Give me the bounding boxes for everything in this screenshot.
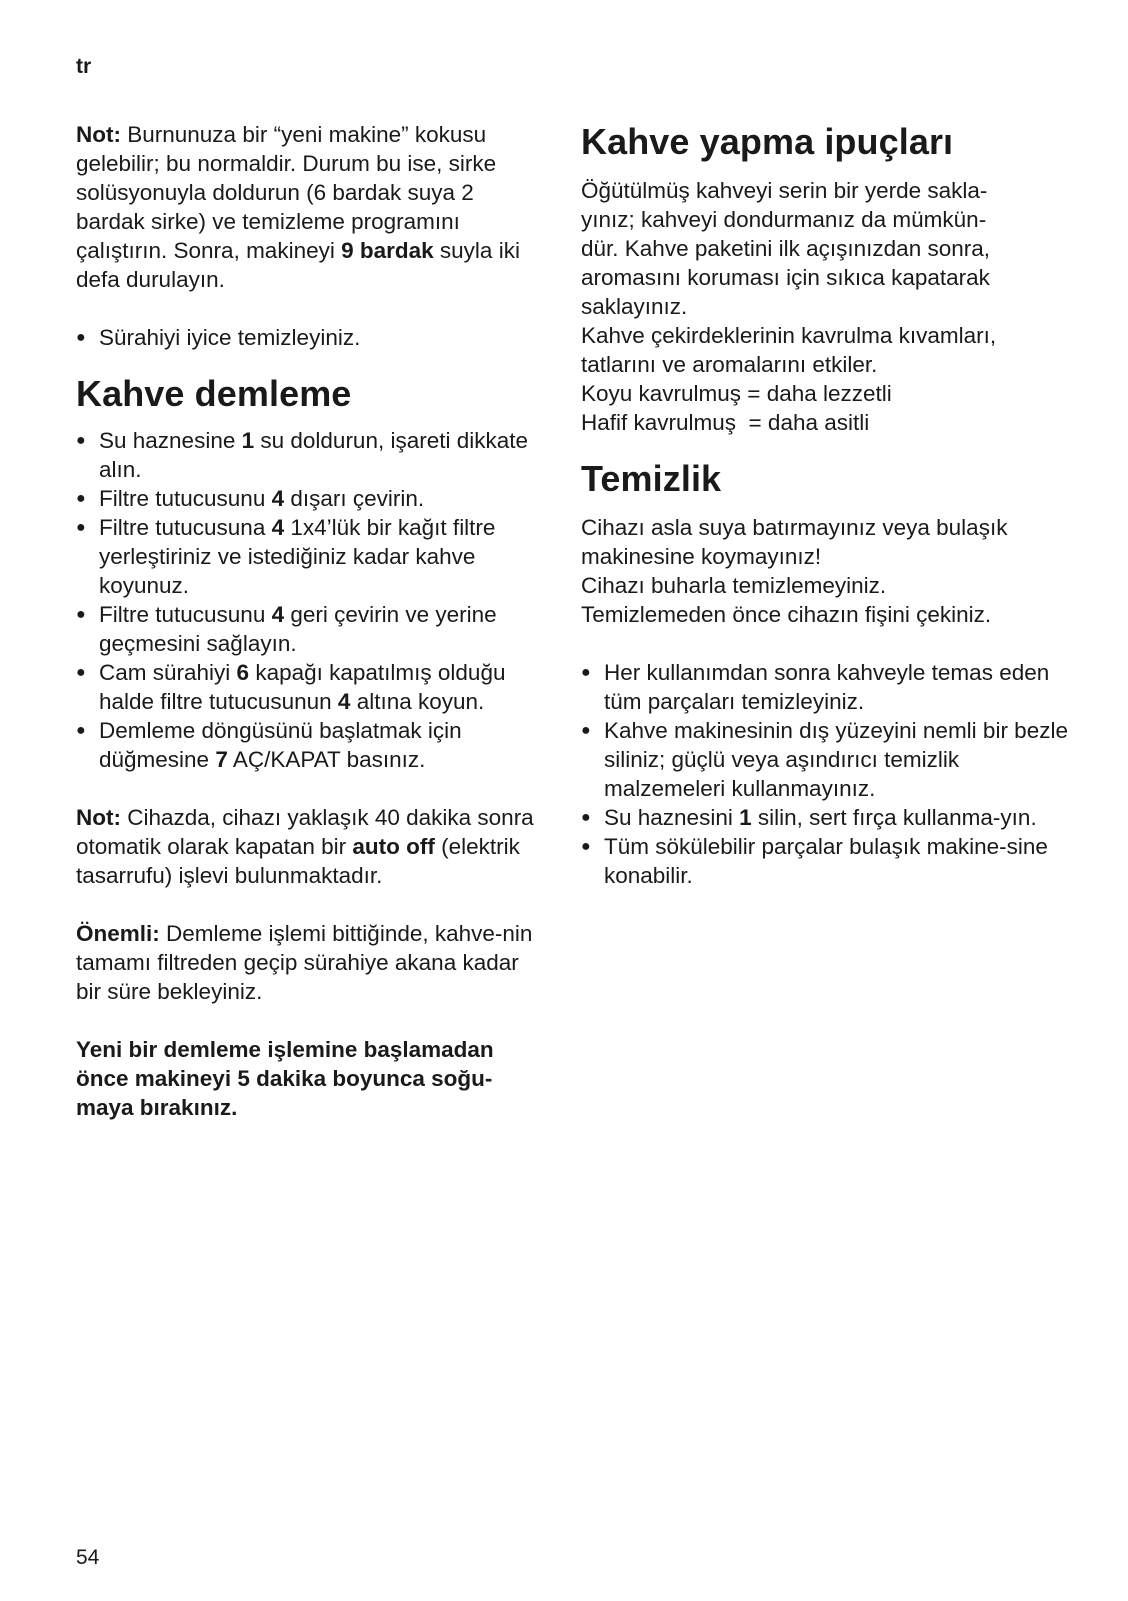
text-line: Temizlemeden önce cihazın fişini çekiniz.: [581, 602, 992, 627]
list-item: ● Her kullanımdan sonra kahveyle temas eden tüm parçaları temizleyiniz.: [581, 660, 1050, 714]
section-heading-cleaning: Temizlik: [581, 458, 722, 499]
note-auto-off: Not: Cihazda, cihazı yaklaşık 40 dakika sonra otomatik olarak kapatan bir auto off (elektrik tasarrufu) işlevi bulunmaktadır.: [76, 805, 534, 888]
list-item: ● Su haznesine 1 su doldurun, işareti dikkate alın.: [76, 428, 529, 482]
text-line: Kahve çekirdeklerinin kavrulma kıvamları,: [581, 323, 997, 348]
note-new-machine-smell: Not: Burnunuza bir “yeni makine” kokusu gelebilir; bu normaldir. Durum bu ise, sirke solüsyonuyla doldurun (6 bardak suya 2 bardak sirke) ve temizleme programını çalıştırın. Sonra, makineyi 9 bardak suyla iki defa durulayın.: [76, 122, 520, 292]
left-column: [76, 120, 546, 1122]
page-number: 54: [76, 1546, 100, 1569]
list-item: ● Sürahiyi iyice temizleyiniz.: [76, 325, 361, 350]
text-line: saklayınız.: [581, 294, 688, 319]
cleaning-paragraph: [581, 513, 1071, 629]
bullet-icon: ●: [76, 664, 86, 681]
right-column: [581, 120, 1071, 890]
text-line: Cihazı asla suya batırmayınız veya bulaşık: [581, 515, 1008, 540]
section-heading-tips: Kahve yapma ipuçları: [581, 121, 954, 162]
list-item: ● Su haznesini 1 silin, sert fırça kullanma-yın.: [581, 805, 1037, 830]
list-item: ● Cam sürahiyi 6 kapağı kapatılmış olduğu halde filtre tutucusunun 4 altına koyun.: [76, 660, 506, 714]
brewing-steps-list: [76, 426, 546, 774]
language-code: tr: [76, 55, 92, 78]
text-line: Cihazı buharla temizlemeyiniz.: [581, 573, 887, 598]
important-notice: Önemli: Demleme işlemi bittiğinde, kahve-nin tamamı filtreden geçip sürahiye akana kadar bir süre bekleyiniz.: [76, 921, 533, 1004]
bullet-icon: ●: [581, 809, 591, 826]
list-item: ● Filtre tutucusuna 4 1x4’lük bir kağıt filtre yerleştiriniz ve istediğiniz kadar kahve koyunuz.: [76, 515, 496, 598]
bullet-icon: ●: [581, 664, 591, 681]
list-item: ● Filtre tutucusunu 4 geri çevirin ve yerine geçmesini sağlayın.: [76, 602, 497, 656]
cooldown-warning: Yeni bir demleme işlemine başlamadan önce makineyi 5 dakika boyunca soğu-maya bırakınız.: [76, 1037, 494, 1120]
bullet-icon: ●: [76, 722, 86, 739]
bullet-icon: ●: [76, 606, 86, 623]
bullet-icon: ●: [581, 838, 591, 855]
section-heading-brewing: Kahve demleme: [76, 373, 352, 414]
bullet-icon: ●: [76, 432, 86, 449]
list-item: ● Filtre tutucusunu 4 dışarı çevirin.: [76, 486, 425, 511]
text-line: Koyu kavrulmuş = daha lezzetli: [581, 381, 892, 406]
text-line: Hafif kavrulmuş = daha asitli: [581, 410, 870, 435]
bullet-icon: ●: [76, 519, 86, 536]
cleaning-bullet-list: [581, 658, 1071, 890]
bullet-icon: ●: [76, 490, 86, 507]
list-item: ● Tüm sökülebilir parçalar bulaşık makine-sine konabilir.: [581, 834, 1048, 888]
text-line: Öğütülmüş kahveyi serin bir yerde sakla-: [581, 178, 988, 203]
bullet-icon: ●: [76, 329, 86, 346]
important-label: Önemli:: [76, 921, 160, 946]
carafe-bullet-list: [76, 323, 546, 352]
list-item: ● Demleme döngüsünü başlatmak için düğmesine 7 AÇ/KAPAT basınız.: [76, 718, 462, 772]
note-label: Not:: [76, 122, 121, 147]
text-line: makinesine koymayınız!: [581, 544, 822, 569]
text-line: tatlarını ve aromalarını etkiler.: [581, 352, 878, 377]
note-label: Not:: [76, 805, 121, 830]
list-item: ● Kahve makinesinin dış yüzeyini nemli bir bezle siliniz; güçlü veya aşındırıcı temizlik malzemeleri kullanmayınız.: [581, 718, 1068, 801]
text-line: yınız; kahveyi dondurmanız da mümkün-: [581, 207, 987, 232]
bullet-icon: ●: [581, 722, 591, 739]
tips-paragraph: [581, 176, 1071, 437]
text-line: aromasını koruması için sıkıca kapatarak: [581, 265, 990, 290]
text-line: dür. Kahve paketini ilk açışınızdan sonra,: [581, 236, 990, 261]
